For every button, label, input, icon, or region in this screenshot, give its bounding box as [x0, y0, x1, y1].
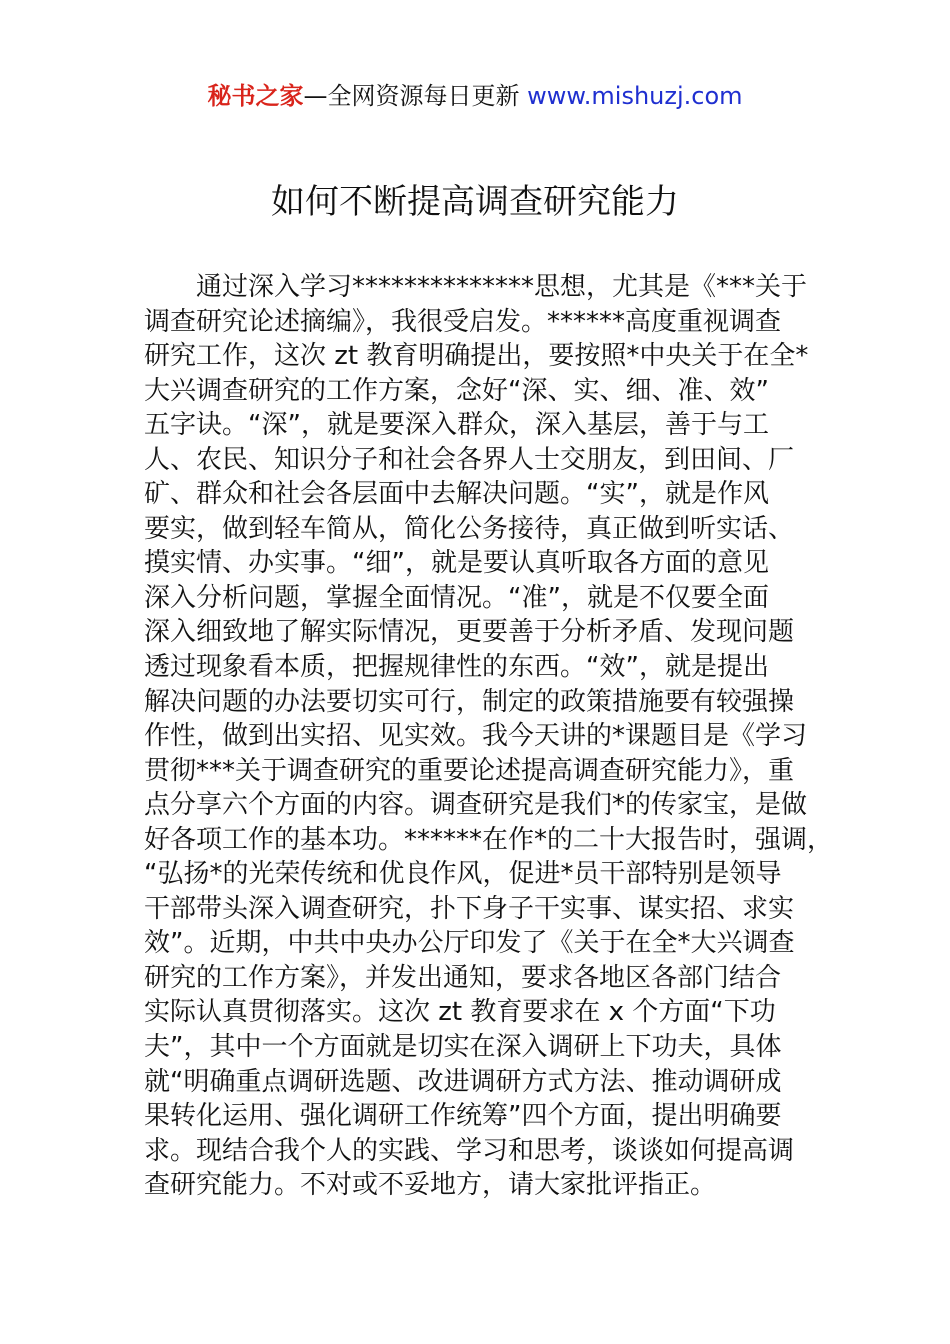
body-line: 摸实情、办实事。“细”，就是要认真听取各方面的意见: [144, 548, 769, 579]
body-line: 调查研究论述摘编》，我很受启发。******高度重视调查: [144, 306, 782, 337]
body-line: 夫”，其中一个方面就是切实在深入调研上下功夫，具体: [144, 1032, 782, 1063]
body-line: 解决问题的办法要切实可行，制定的政策措施要有较强操: [144, 686, 795, 717]
body-line: “弘扬*的光荣传统和优良作风，促进*员干部特别是领导: [144, 859, 782, 890]
body-line: 好各项工作的基本功。******在作*的二十大报告时，强调，: [144, 824, 834, 855]
body-line: 深入细致地了解实际情况，更要善于分析矛盾、发现问题: [144, 617, 795, 648]
body-line: 查研究能力。不对或不妥地方，请大家批评指正。: [144, 1170, 717, 1201]
body-line: 研究工作，这次 zt 教育明确提出，要按照*中央关于在全*: [144, 341, 809, 372]
site-slogan: —全网资源每日更新: [303, 82, 528, 110]
body-line: 点分享六个方面的内容。调查研究是我们*的传家宝，是做: [144, 790, 808, 821]
body-line: 研究的工作方案》，并发出通知，要求各地区各部门结合: [144, 962, 782, 993]
body-line: 要实，做到轻车简从，简化公务接待，真正做到听实话、: [144, 513, 795, 544]
body-line: 求。现结合我个人的实践、学习和思考，谈谈如何提高调: [144, 1135, 795, 1166]
body-line: 矿、群众和社会各层面中去解决问题。“实”，就是作风: [144, 479, 769, 510]
body-line: 干部带头深入调查研究，扑下身子干实事、谋实招、求实: [144, 893, 795, 924]
body-line: 贯彻***关于调查研究的重要论述提高调查研究能力》，重: [144, 755, 795, 786]
body-line: 人、农民、知识分子和社会各界人士交朋友，到田间、厂: [144, 444, 795, 475]
body-line: 作性，做到出实招、见实效。我今天讲的*课题目是《学习: [144, 721, 808, 752]
document-body: [144, 270, 834, 1203]
body-line: 通过深入学习**************思想，尤其是《***关于: [144, 272, 808, 302]
body-line: 五字诀。“深”，就是要深入群众，深入基层，善于与工: [144, 410, 769, 441]
body-line: 实际认真贯彻落实。这次 zt 教育要求在 x 个方面“下功: [144, 997, 776, 1028]
site-header: [0, 80, 950, 112]
body-line: 果转化运用、强化调研工作统筹”四个方面，提出明确要: [144, 1101, 782, 1132]
body-line: 就“明确重点调研选题、改进调研方式方法、推动调研成: [144, 1066, 782, 1097]
document-title: 如何不断提高调查研究能力: [271, 182, 679, 222]
body-line: 效”。近期，中共中央办公厅印发了《关于在全*大兴调查: [144, 928, 795, 959]
site-brand: 秘书之家: [207, 82, 304, 110]
body-line: 深入分析问题，掌握全面情况。“准”，就是不仅要全面: [144, 582, 769, 613]
body-line: 透过现象看本质，把握规律性的东西。“效”，就是提出: [144, 652, 769, 683]
site-url-link[interactable]: www.mishuzj.com: [527, 82, 743, 110]
body-line: 大兴调查研究的工作方案，念好“深、实、细、准、效”: [144, 375, 769, 406]
